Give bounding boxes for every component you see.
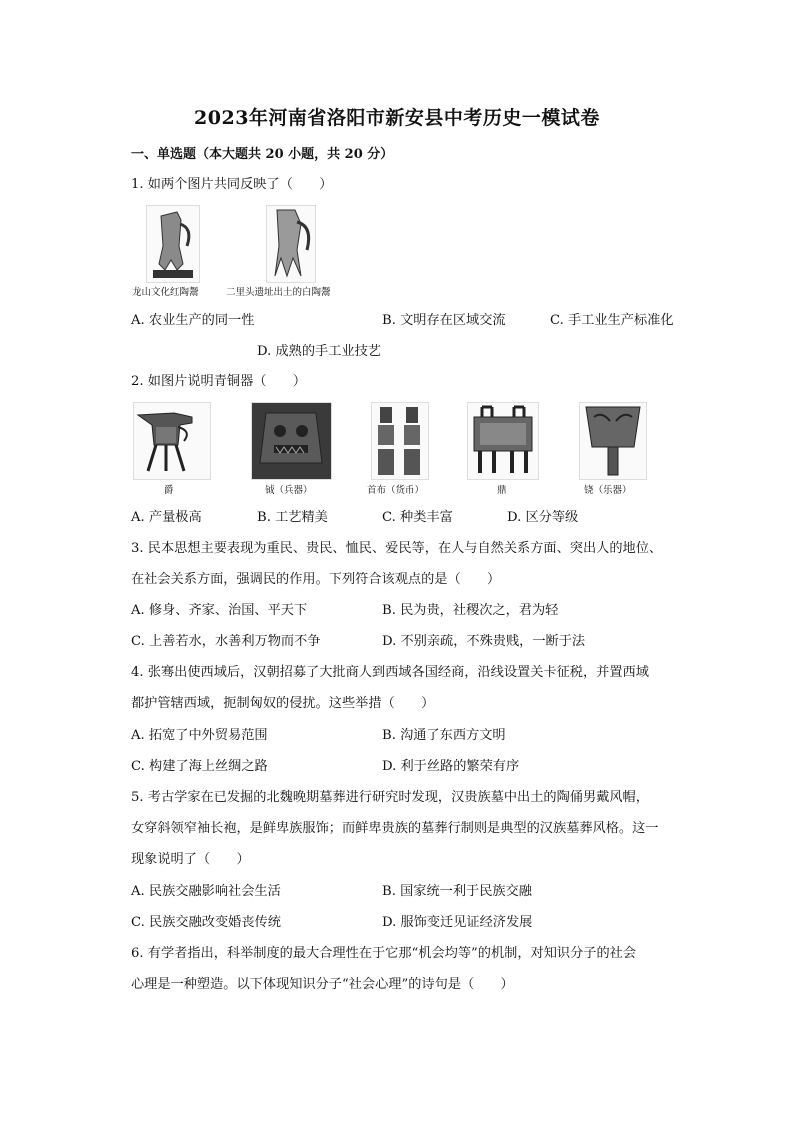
question-6-stem-line-2: 心理是一种塑造。以下体现知识分子“社会心理”的诗句是（ ） <box>131 977 514 992</box>
question-4-option-c[interactable]: C. 构建了海上丝绸之路 <box>131 759 268 774</box>
red-pottery-gui-image <box>146 205 200 283</box>
question-5-stem-line-1: 5. 考古学家在已发掘的北魏晚期墓葬进行研究时发现，汉贵族墓中出土的陶俑男戴风帽， <box>131 790 649 805</box>
question-5-stem-line-2: 女穿斜领窄袖长袍，是鲜卑族服饰；而鲜卑贵族的墓葬行制则是典型的汉族墓葬风格。这一 <box>131 821 659 836</box>
question-1-option-a[interactable]: A. 农业生产的同一性 <box>131 313 255 328</box>
caption-yue: 钺（兵器） <box>265 485 313 496</box>
shoubu-coin-image <box>371 402 429 480</box>
question-5-stem-line-3: 现象说明了（ ） <box>131 852 250 867</box>
question-4-option-b[interactable]: B. 沟通了东西方文明 <box>382 728 506 743</box>
question-4-stem-line-1: 4. 张骞出使西域后，汉朝招募了大批商人到西域各国经商，沿线设置关卡征税，并置西域 <box>131 665 649 680</box>
caption-white-pottery-gui: 二里头遗址出土的白陶鬶 <box>226 287 331 298</box>
question-5-option-d[interactable]: D. 服饰变迁见证经济发展 <box>382 915 533 930</box>
question-5-option-b[interactable]: B. 国家统一利于民族交融 <box>382 884 532 899</box>
question-2-option-b[interactable]: B. 工艺精美 <box>257 510 328 525</box>
question-2-option-c[interactable]: C. 种类丰富 <box>382 510 453 525</box>
question-2-option-a[interactable]: A. 产量极高 <box>131 510 202 525</box>
caption-nao: 铙（乐器） <box>584 485 632 496</box>
question-2-option-d[interactable]: D. 区分等级 <box>507 510 579 525</box>
nao-instrument-image <box>579 402 647 480</box>
question-3-option-d[interactable]: D. 不别亲疏，不殊贵贱，一断于法 <box>382 634 586 649</box>
question-5-option-c[interactable]: C. 民族交融改变婚丧传统 <box>131 915 281 930</box>
question-6-stem-line-1: 6. 有学者指出，科举制度的最大合理性在于它那“机会均等”的机制，对知识分子的社会 <box>131 946 637 961</box>
caption-ding: 鼎 <box>497 485 507 496</box>
question-1-option-c[interactable]: C. 手工业生产标准化 <box>550 313 674 328</box>
caption-shoubu: 首布（货币） <box>367 485 425 496</box>
jue-image <box>133 402 211 480</box>
exam-title: 2023年河南省洛阳市新安县中考历史一模试卷 <box>194 107 600 129</box>
question-5-option-a[interactable]: A. 民族交融影响社会生活 <box>131 884 281 899</box>
question-4-option-a[interactable]: A. 拓宽了中外贸易范围 <box>131 728 268 743</box>
caption-red-pottery-gui: 龙山文化红陶鬶 <box>132 287 199 298</box>
question-2-stem: 2. 如图片说明青铜器（ ） <box>131 374 307 389</box>
question-3-option-a[interactable]: A. 修身、齐家、治国、平天下 <box>131 603 308 618</box>
question-3-stem-line-2: 在社会关系方面，强调民的作用。下列符合该观点的是（ ） <box>131 572 501 587</box>
question-3-stem-line-1: 3. 民本思想主要表现为重民、贵民、恤民、爱民等，在人与自然关系方面、突出人的地位、 <box>131 541 663 556</box>
yue-weapon-image <box>251 402 332 480</box>
question-1-stem: 1. 如两个图片共同反映了（ ） <box>131 177 333 192</box>
ding-image <box>467 402 539 480</box>
question-1-option-b[interactable]: B. 文明存在区域交流 <box>382 313 506 328</box>
question-3-option-c[interactable]: C. 上善若水，水善利万物而不争 <box>131 634 321 649</box>
white-pottery-gui-image <box>266 205 316 283</box>
question-4-stem-line-2: 都护管辖西域，扼制匈奴的侵扰。这些举措（ ） <box>131 696 435 711</box>
question-3-option-b[interactable]: B. 民为贵，社稷次之，君为轻 <box>382 603 559 618</box>
question-1-option-d[interactable]: D. 成熟的手工业技艺 <box>257 344 381 359</box>
question-4-option-d[interactable]: D. 利于丝路的繁荣有序 <box>382 759 520 774</box>
section-heading: 一、单选题（本大题共 20 小题，共 20 分） <box>131 147 394 162</box>
caption-jue: 爵 <box>164 485 174 496</box>
